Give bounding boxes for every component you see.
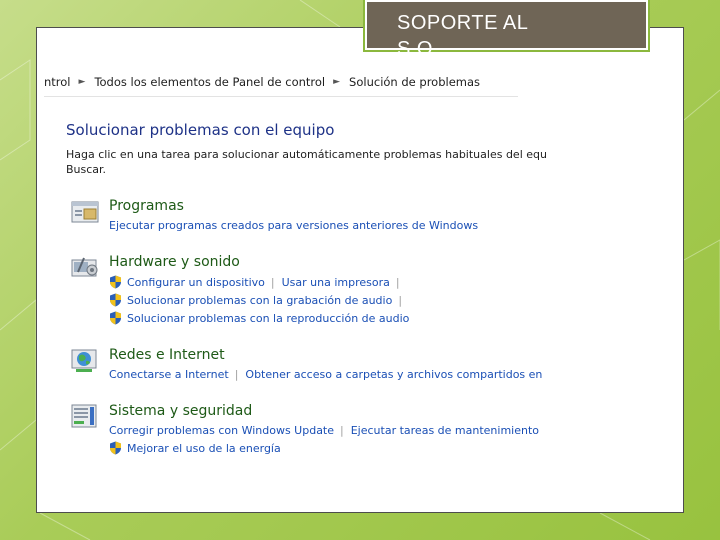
link-connect-internet[interactable]: Conectarse a Internet [109,368,229,381]
uac-shield-icon [109,441,122,455]
breadcrumb-item-troubleshooting[interactable]: Solución de problemas [349,75,481,89]
network-links-row [109,368,542,381]
breadcrumb-item-control-panel[interactable]: ntrol [44,75,71,89]
link-improve-power-usage[interactable]: Mejorar el uso de la energía [127,441,281,455]
slide-title-box [365,0,648,60]
network-icon [70,347,102,375]
system-links-row [109,424,539,437]
link-configure-device[interactable]: Configurar un dispositivo [127,275,265,289]
category-title-hardware-sound[interactable]: Hardware y sonido [109,254,240,270]
uac-shield-icon [109,275,122,289]
hardware-links-row [109,311,409,325]
link-separator: | [340,424,344,437]
page-title: Solucionar problemas con el equipo [66,121,335,139]
page-intro [66,147,547,177]
category-title-network-internet[interactable]: Redes e Internet [109,347,225,363]
programs-links [109,219,478,232]
breadcrumb-separator-icon: ► [333,77,341,87]
link-troubleshoot-audio-playback[interactable]: Solucionar problemas con la reproducción de audio [127,311,410,325]
slide-title: SOPORTE AL S.O. [397,12,528,60]
hardware-links-row [109,293,409,307]
link-troubleshoot-audio-recording[interactable]: Solucionar problemas con la grabación de audio [127,293,393,307]
breadcrumb-item-all-items[interactable]: Todos los elementos de Panel de control [94,75,326,89]
link-run-older-programs[interactable]: Ejecutar programas creados para versiones anteriores de Windows [109,219,479,232]
category-title-programs[interactable]: Programas [109,198,184,214]
intro-line: Haga clic en una tarea para solucionar automáticamente problemas habituales del equ [66,148,547,161]
control-panel-screenshot [44,68,547,468]
hardware-sound-icon [70,254,102,282]
programs-icon [70,198,102,226]
link-separator: | [395,275,400,289]
breadcrumb [44,68,518,97]
hardware-links-row [109,275,407,289]
link-run-maintenance[interactable]: Ejecutar tareas de mantenimiento [350,424,540,437]
uac-shield-icon [109,311,122,325]
link-shared-folders-access[interactable]: Obtener acceso a carpetas y archivos compartidos en [245,368,543,381]
system-security-icon [70,403,102,431]
system-links-row [109,441,281,455]
intro-line: Buscar. [66,163,107,176]
link-fix-windows-update[interactable]: Corregir problemas con Windows Update [109,424,335,437]
link-use-printer[interactable]: Usar una impresora [281,275,390,289]
uac-shield-icon [109,293,122,307]
link-separator: | [234,368,239,381]
link-separator: | [398,293,403,307]
category-title-system-security[interactable]: Sistema y seguridad [109,403,253,419]
breadcrumb-separator-icon: ► [78,77,86,87]
link-separator: | [270,275,275,289]
